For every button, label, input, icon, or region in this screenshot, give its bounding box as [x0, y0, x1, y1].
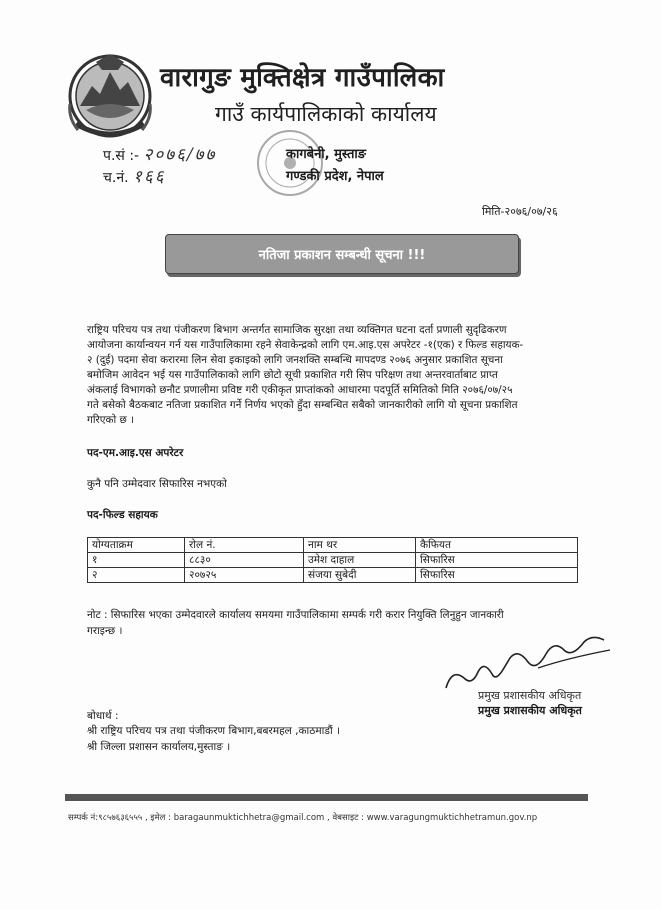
note-line: नोट : सिफारिस भएका उम्मेदवारले कार्यालय समयमा गाउँपालिकामा सम्पर्क गरी करार नियुक्ति लिनुहुन जानकारी	[87, 609, 504, 621]
post2-label: पद-फिल्ड सहायक	[87, 509, 158, 521]
signatory-title-bold: प्रमुख प्रशासकीय अधिकृत	[478, 704, 582, 717]
cc-item: श्री जिल्ला प्रशासन कार्यालय,मुस्ताङ ।	[87, 741, 231, 753]
address-line-1: कागबेनी, मुस्ताङ	[286, 147, 367, 162]
body-line: अंकलाई विभागको छनौट प्रणालीमा प्रविष्ट गरी एकीकृत प्राप्तांकको आधारमा पदपूर्ति समितिको मिति २०७६/०७/२५	[87, 384, 513, 396]
table-cell: २	[88, 568, 185, 583]
note-line: गराइन्छ ।	[87, 625, 123, 637]
page-title: वारागुङ मुक्तिक्षेत्र गाउँपालिका	[160, 63, 445, 93]
nepal-emblem-icon	[66, 48, 154, 146]
body-line: आयोजना कार्यान्वयन गर्न यस गाउँपालिकामा रहने सेवाकेन्द्रको लागि एम.आइ.एस अपरेटर -१(एक) र फिल्ड सहायक-	[87, 339, 524, 351]
body-line: गरिएको छ ।	[87, 414, 135, 426]
dispatch-number	[103, 164, 166, 187]
footer-divider	[65, 794, 588, 801]
cc-item: श्री राष्ट्रिय परिचय पत्र तथा पंजीकरण बिभाग,बबरमहल ,काठमाडौं ।	[87, 725, 341, 737]
table-header: रोल नं.	[185, 538, 304, 553]
dispatch-value: १६६	[133, 167, 166, 187]
table-row	[88, 553, 578, 568]
result-table	[87, 537, 578, 583]
notice-banner	[165, 234, 519, 274]
post1-remark: कुनै पनि उम्मेदवार सिफारिस नभएको	[87, 478, 227, 490]
ref-value: २०७६/७७	[143, 145, 217, 165]
office-stamp-icon	[255, 125, 325, 200]
body-line: २ (दुई) पदमा सेवा करारमा लिन सेवा इकाइको लागि जनशक्ति सम्बन्धि मापदण्ड २०७६ अनुसार प्रकाशित सूचना	[87, 354, 503, 366]
body-line: बमोजिम आवेदन भई यस गाउँपालिकाको लागि छोटो सूची प्रकाशित गरी सिप परिक्षण तथा अन्तरवार्ताबाट प्राप्त	[87, 369, 498, 381]
signatory-title: प्रमुख प्रशासकीय अधिकृत	[478, 689, 582, 702]
cc-label: बोधार्थ :	[87, 710, 119, 722]
table-header-row	[88, 538, 578, 553]
table-cell: ८८३०	[185, 553, 304, 568]
table-cell: उमेश दाहाल	[304, 553, 416, 568]
page-subtitle: गाउँ कार्यपालिकाको कार्यालय	[215, 102, 437, 126]
dispatch-label: च.नं.	[103, 170, 129, 186]
footer-contact: सम्पर्क नं:९८५७६३६५५५ , इमेल : baragaunmuktichhetra@gmail.com , वेबसाइट : www.varagungmuktichhetramun.gov.np	[68, 813, 538, 823]
table-header: योग्यताक्रम	[88, 538, 185, 553]
post1-label: पद-एम.आइ.एस अपरेटर	[87, 447, 184, 459]
table-cell: सिफारिस	[416, 553, 578, 568]
body-line: राष्ट्रिय परिचय पत्र तथा पंजीकरण बिभाग अन्तर्गत सामाजिक सुरक्षा तथा व्यक्तिगत घटना दर्ता प्रणाली सुदृढिकरण	[87, 324, 507, 336]
body-line: गते बसेको बैठकबाट नतिजा प्रकाशित गर्ने निर्णय भएको हुँदा सम्बन्धित सबैको जानकारीको लागि यो सूचना प्रकाशित	[87, 399, 518, 411]
table-cell: २०७२५	[185, 568, 304, 583]
table-row	[88, 568, 578, 583]
table-header: नाम थर	[304, 538, 416, 553]
document-date: मिति-२०७६/०७/२६	[482, 205, 558, 218]
table-cell: १	[88, 553, 185, 568]
address-line-2: गण्डकी प्रदेश, नेपाल	[286, 169, 384, 184]
reference-number	[103, 142, 216, 165]
table-cell: सिफारिस	[416, 568, 578, 583]
ref-label: प.सं :-	[103, 148, 140, 164]
notice-title: नतिजा प्रकाशन सम्बन्धी सूचना !!!	[258, 248, 426, 263]
table-cell: संजया सुबेदी	[304, 568, 416, 583]
table-header: कैफियत	[416, 538, 578, 553]
